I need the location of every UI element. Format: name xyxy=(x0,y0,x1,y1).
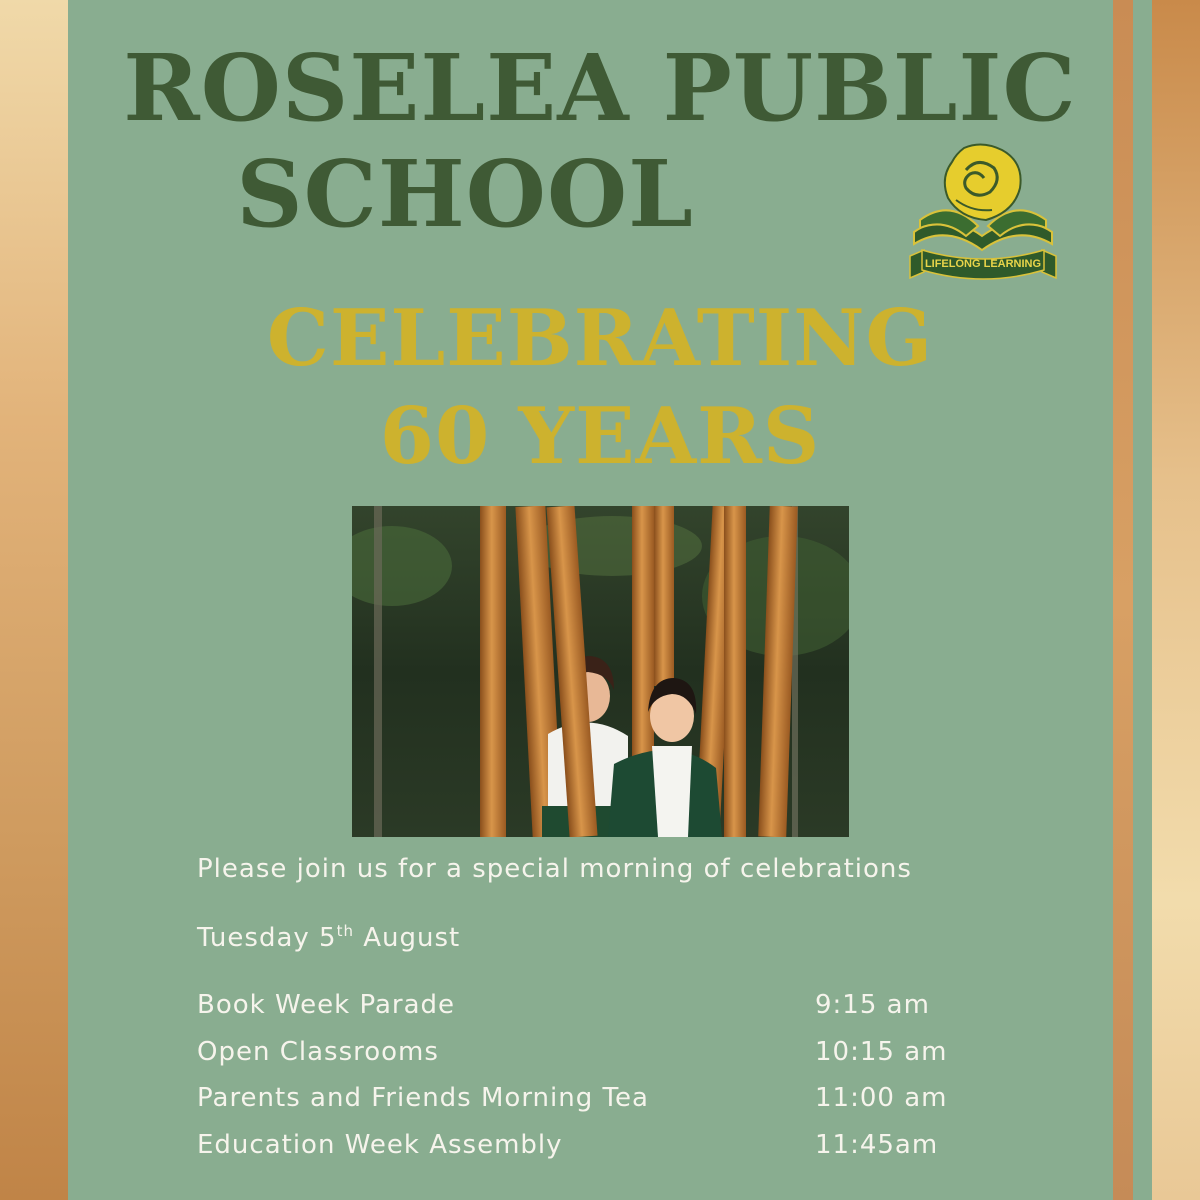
school-title-line1: ROSELEA PUBLIC xyxy=(123,34,1077,142)
far-right-gold-stripe xyxy=(1152,0,1200,1200)
schedule-time: 11:00 am xyxy=(815,1083,948,1113)
schedule-event: Book Week Parade xyxy=(197,990,456,1020)
schedule-row xyxy=(197,992,957,1028)
celebrating-line2: 60 YEARS xyxy=(379,391,821,482)
event-date: Tuesday 5th August xyxy=(197,922,461,953)
schedule-row xyxy=(197,1085,957,1121)
logo-motto: LIFELONG LEARNING xyxy=(924,258,1042,270)
invitation-text: Please join us for a special morning of celebrations xyxy=(197,854,912,884)
celebrating-line1: CELEBRATING xyxy=(266,293,934,384)
schedule-time: 9:15 am xyxy=(815,990,930,1020)
school-title-line2: SCHOOL xyxy=(236,140,694,248)
schedule-event: Open Classrooms xyxy=(197,1037,439,1067)
left-gold-stripe xyxy=(0,0,68,1200)
schedule-event: Parents and Friends Morning Tea xyxy=(197,1083,649,1113)
schedule-row xyxy=(197,1039,957,1075)
students-photo xyxy=(352,506,849,837)
schedule-row xyxy=(197,1132,957,1168)
right-gold-stripe xyxy=(1113,0,1133,1200)
schedule-time: 10:15 am xyxy=(815,1037,948,1067)
rose-crest-icon xyxy=(906,140,1060,280)
schedule-event: Education Week Assembly xyxy=(197,1130,563,1160)
schedule-time: 11:45am xyxy=(815,1130,939,1160)
